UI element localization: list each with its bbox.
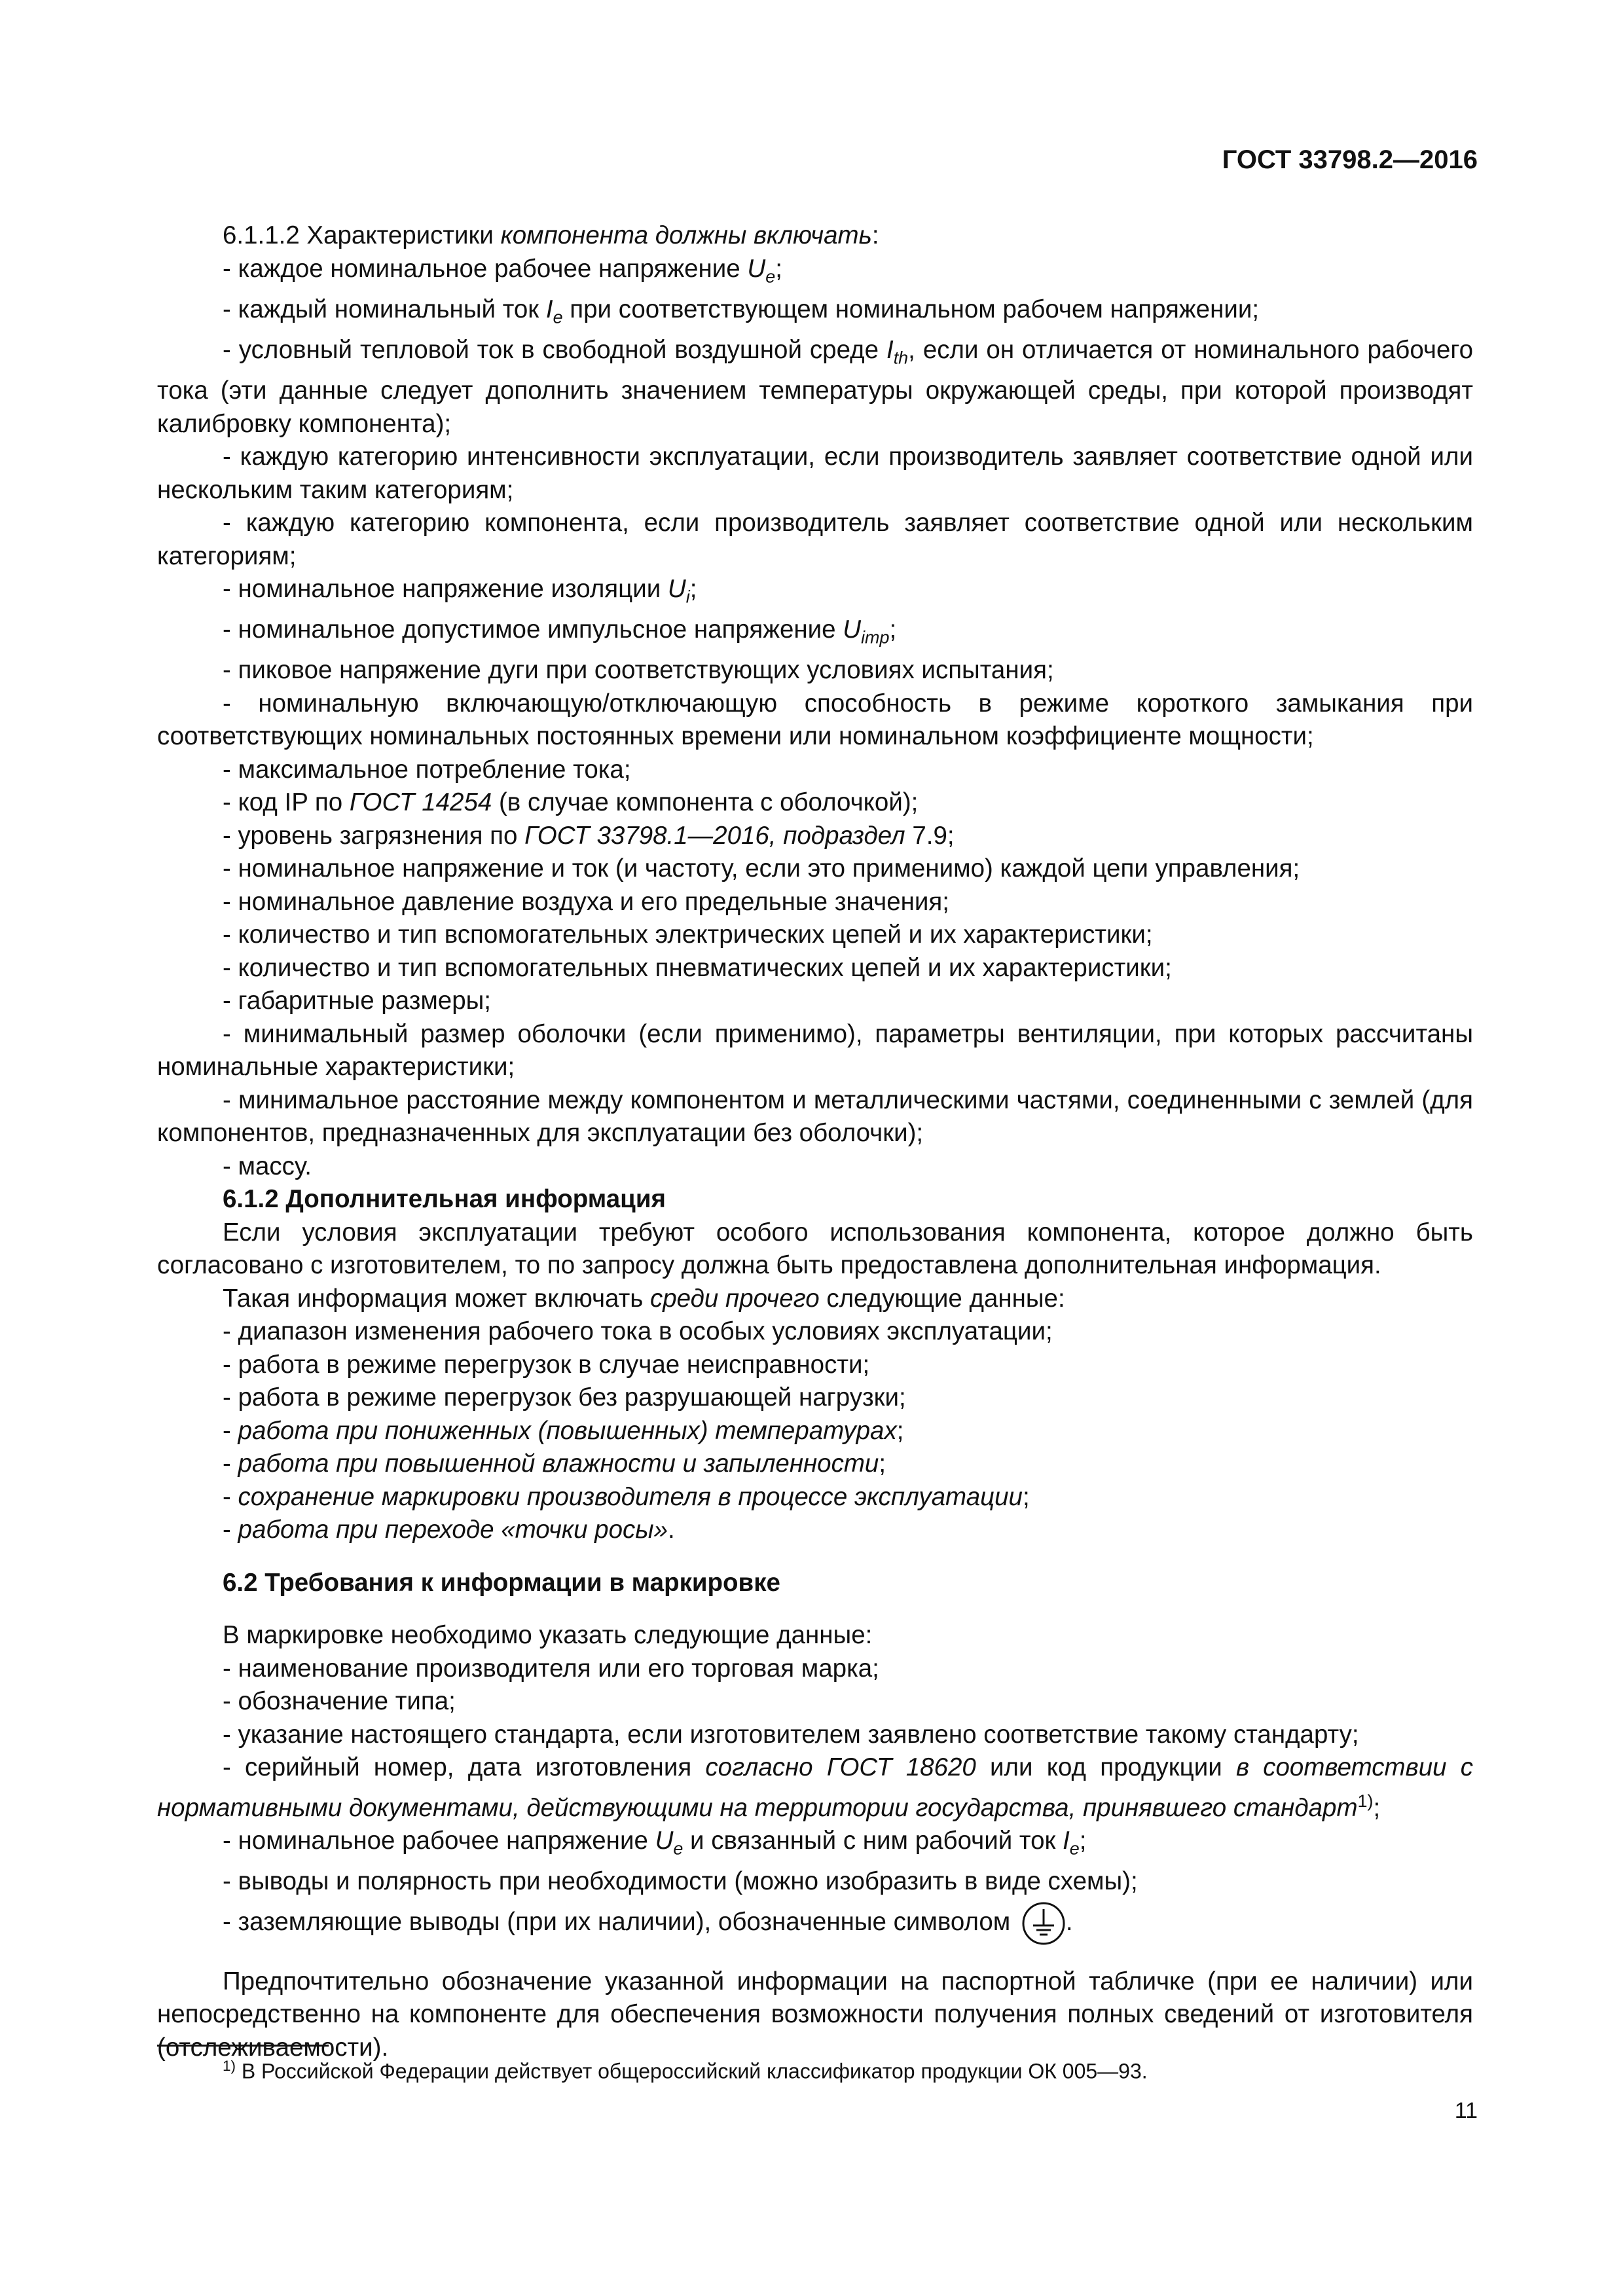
subscript: e — [673, 1838, 684, 1859]
standard-reference: ГОСТ 14254 — [349, 788, 492, 817]
subscript: i — [685, 587, 690, 607]
standard-reference: согласно ГОСТ 18620 — [705, 1753, 976, 1782]
text: - каждое номинальное рабочее напряжение — [223, 254, 748, 283]
text: - заземляющие выводы (при их наличии), обозначенные символом — [223, 1907, 1017, 1936]
italic-text: компонента должны включать — [500, 221, 872, 249]
text: . — [1065, 1907, 1073, 1936]
footnote-text: В Российской Федерации действует общероссийский классификатор продукции ОК 005—93. — [235, 2059, 1148, 2083]
list-item — [157, 786, 1473, 820]
list-item: - габаритные размеры; — [223, 987, 492, 1015]
text: - условный тепловой ток в свободной воздушной среде — [223, 335, 886, 364]
subscript: e — [765, 266, 776, 287]
symbol: I — [1063, 1827, 1070, 1855]
ground-symbol-icon — [1021, 1901, 1066, 1946]
list-item: - работа в режиме перегрузок в случае неисправности; — [223, 1350, 870, 1379]
subscript: e — [553, 307, 563, 327]
text: следующие данные: — [819, 1284, 1065, 1313]
text: : — [871, 221, 879, 249]
text: - — [223, 1449, 238, 1478]
text: - — [223, 1482, 238, 1511]
text: ; — [1022, 1482, 1030, 1511]
list-item — [157, 1514, 1473, 1547]
text: - — [223, 1516, 238, 1544]
text: - уровень загрязнения по — [223, 821, 525, 850]
subscript: th — [893, 348, 909, 368]
list-item — [157, 1481, 1473, 1514]
list-item: - номинальную включающую/отключающую способность в режиме короткого замыкания при соответствующих номинальных постоянных времени или номинальном коэффициенте мощности; — [157, 689, 1473, 751]
footnote-mark: 1) — [223, 2058, 236, 2074]
text: - номинальное рабочее напряжение — [223, 1827, 655, 1855]
italic-text: работа при пониженных (повышенных) температурах — [238, 1416, 897, 1445]
footnote-reference[interactable]: 1) — [1357, 1791, 1374, 1811]
list-item — [157, 1825, 1473, 1865]
text: ; — [689, 575, 697, 604]
footnote — [223, 2052, 1148, 2086]
text: или код продукции — [976, 1753, 1236, 1782]
text: - каждый номинальный ток — [223, 295, 546, 323]
list-item — [157, 293, 1473, 334]
symbol: U — [655, 1827, 674, 1855]
document-number: ГОСТ 33798.2—2016 — [1222, 145, 1478, 174]
text: 7.9; — [905, 821, 955, 850]
footnote-separator — [157, 2045, 329, 2047]
section-heading-6-2: 6.2 Требования к информации в маркировке — [223, 1568, 780, 1597]
symbol: U — [667, 575, 686, 604]
symbol: I — [545, 295, 553, 323]
paragraph: В маркировке необходимо указать следующие данные: — [223, 1621, 873, 1650]
section-heading-6-1-2: 6.1.2 Дополнительная информация — [223, 1185, 666, 1214]
text: - — [223, 1416, 238, 1445]
list-item — [157, 253, 1473, 293]
list-item: - наименование производителя или его торговая марка; — [223, 1654, 879, 1683]
subscript: e — [1069, 1838, 1080, 1859]
list-item: - количество и тип вспомогательных пневматических цепей и их характеристики; — [223, 953, 1172, 982]
list-item — [157, 1899, 1473, 1946]
text: ; — [896, 1416, 904, 1445]
text: ; — [889, 615, 897, 644]
paragraph — [157, 1283, 1473, 1316]
list-item — [157, 334, 1473, 441]
text: ; — [1373, 1793, 1381, 1822]
italic-text: сохранение маркировки производителя в процессе эксплуатации — [238, 1482, 1023, 1511]
page-content — [157, 219, 1473, 2064]
text: - номинальное напряжение изоляции — [223, 575, 668, 604]
subscript: imp — [861, 627, 890, 647]
text: - код IP по — [223, 788, 350, 817]
list-item: - минимальный размер оболочки (если применимо), параметры вентиляции, при которых рассчитаны номинальные характеристики; — [157, 1019, 1473, 1082]
paragraph: Предпочтительно обозначение указанной информации на паспортной табличке (при ее наличии) или непосредственно на компоненте для обеспечения возможности получения полных сведений от изготовителя (отслеживаемости). — [157, 1967, 1473, 2062]
list-item — [157, 613, 1473, 654]
text: ; — [879, 1449, 886, 1478]
page-number: 11 — [1454, 2098, 1478, 2123]
italic-text: среди прочего — [650, 1284, 820, 1313]
list-item: - количество и тип вспомогательных электрических цепей и их характеристики; — [223, 920, 1153, 949]
symbol: U — [747, 254, 766, 283]
list-item: - номинальное напряжение и ток (и частоту, если это применимо) каждой цепи управления; — [223, 854, 1300, 883]
text: ; — [1079, 1827, 1087, 1855]
list-item: - минимальное расстояние между компонентом и металлическими частями, соединенными с землей (для компонентов, предназначенных для эксплуатации без оболочки); — [157, 1085, 1473, 1148]
standard-reference: ГОСТ 33798.1—2016, подраздел — [524, 821, 905, 850]
paragraph-6-1-1-2-intro — [157, 219, 1473, 253]
text: - номинальное допустимое импульсное напряжение — [223, 615, 843, 644]
text: Такая информация может включать — [223, 1284, 650, 1313]
text: при соответствующем номинальном рабочем напряжении; — [562, 295, 1260, 323]
text: , если он отличается от номинального рабочего тока (эти данные следует дополнить значением температуры окружающей среды, при которой производят калибровку компонента); — [157, 335, 1473, 438]
list-item: - выводы и полярность при необходимости (можно изобразить в виде схемы); — [223, 1867, 1138, 1896]
list-item — [157, 573, 1473, 613]
list-item: - обозначение типа; — [223, 1687, 456, 1716]
text: 6.1.1.2 Характеристики — [223, 221, 501, 249]
text: и связанный с ним рабочий ток — [683, 1827, 1063, 1855]
list-item: - массу. — [223, 1152, 312, 1180]
list-item: - максимальное потребление тока; — [223, 755, 631, 784]
symbol: I — [886, 335, 894, 364]
list-item: - диапазон изменения рабочего тока в особых условиях эксплуатации; — [223, 1317, 1053, 1346]
text: ; — [775, 254, 782, 283]
list-item: - указание настоящего стандарта, если изготовителем заявлено соответствие такому стандарту; — [223, 1720, 1359, 1749]
list-item: - работа в режиме перегрузок без разрушающей нагрузки; — [223, 1383, 906, 1412]
italic-text: работа при повышенной влажности и запыленности — [238, 1449, 879, 1478]
list-item: - каждую категорию интенсивности эксплуатации, если производитель заявляет соответствие одной или нескольким таким категориям; — [157, 443, 1473, 504]
list-item: - пиковое напряжение дуги при соответствующих условиях испытания; — [223, 656, 1054, 685]
list-item: - номинальное давление воздуха и его предельные значения; — [223, 887, 949, 916]
list-item — [157, 1751, 1473, 1825]
list-item — [157, 1448, 1473, 1481]
paragraph: Если условия эксплуатации требуют особого использования компонента, которое должно быть согласовано с изготовителем, то по запросу должна быть предоставлена дополнительная информация. — [157, 1218, 1473, 1280]
text: - серийный номер, дата изготовления — [223, 1753, 706, 1782]
text: (в случае компонента с оболочкой); — [492, 788, 919, 817]
text: . — [668, 1516, 675, 1544]
italic-text: работа при переходе «точки росы» — [238, 1516, 668, 1544]
list-item: - каждую категорию компонента, если производитель заявляет соответствие одной или нескольким категориям; — [157, 509, 1473, 570]
list-item — [157, 1415, 1473, 1448]
list-item — [157, 820, 1473, 853]
italic-text: в соответствии с нормативными документами, действующими на территории государства, принявшего стандарт — [157, 1753, 1473, 1822]
symbol: U — [843, 615, 862, 644]
